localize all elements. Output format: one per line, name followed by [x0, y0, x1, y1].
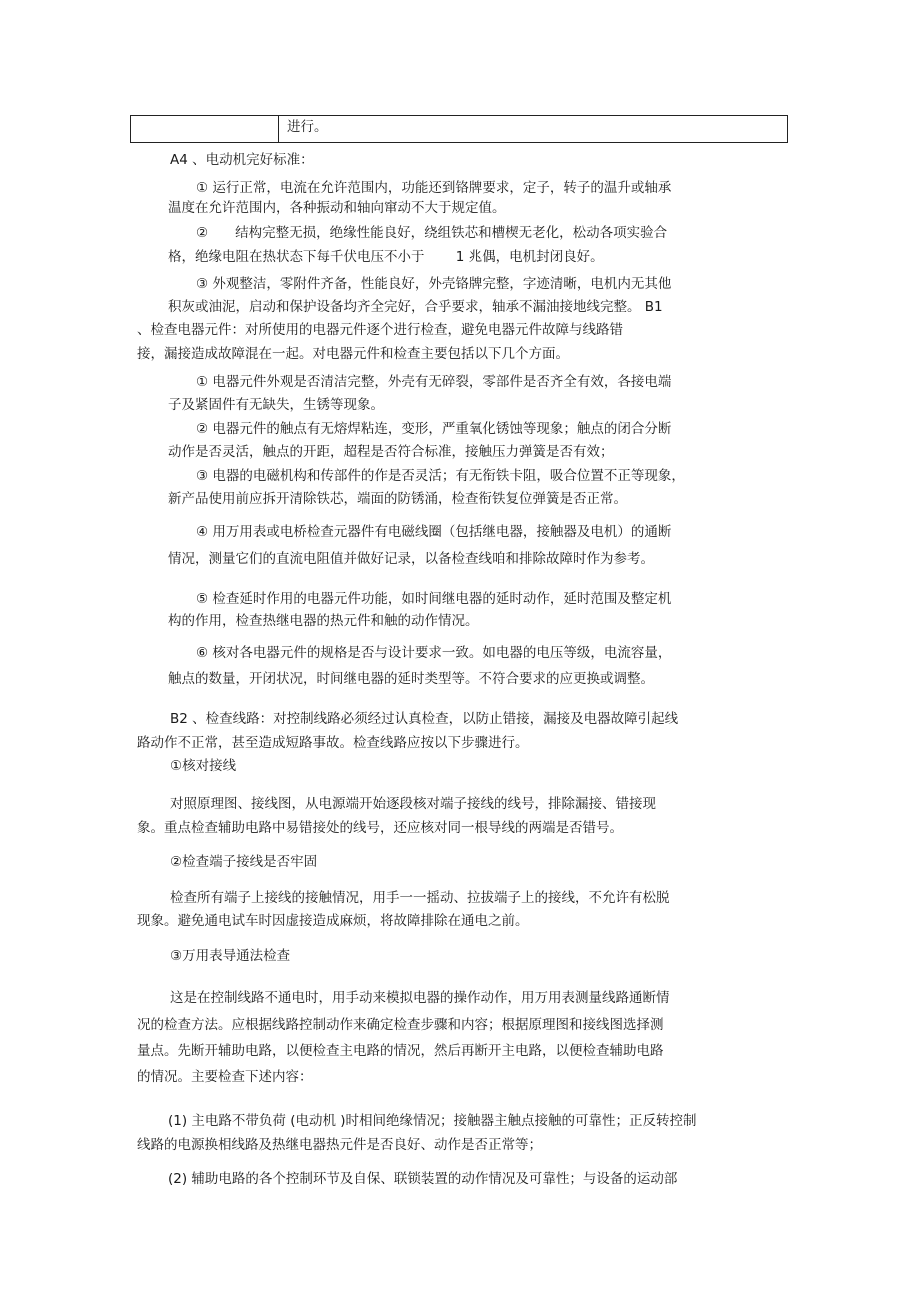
paragraph-line: ② 结构完整无损，绝缘性能良好，绕组铁芯和槽楔无老化，松动各项实验合 [196, 225, 668, 241]
paragraph-line: 接，漏接造成故障混在一起。对电器元件和检查主要包括以下几个方面。 [137, 346, 569, 362]
paragraph-line: 子及紧固件有无缺失，生锈等现象。 [168, 397, 384, 413]
paragraph-line: 对照原理图、接线图，从电源端开始逐段核对端子接线的线号，排除漏接、错接现 [170, 796, 656, 812]
table-cell-text: 进行。 [287, 119, 328, 135]
paragraph-line: ① 运行正常，电流在允许范围内，功能还到铬牌要求，定子，转子的温升或轴承 [196, 180, 672, 196]
paragraph-line: ⑥ 核对各电器元件的规格是否与设计要求一致。如电器的电压等级，电流容量， [196, 645, 672, 661]
paragraph-line: 触点的数量，开闭状况，时间继电器的延时类型等。不符合要求的应更换或调整。 [168, 671, 654, 687]
paragraph-line: ② 电器元件的触点有无熔焊粘连，变形，严重氧化锈蚀等现象；触点的闭合分断 [196, 421, 672, 437]
paragraph-line: ① 电器元件外观是否清洁完整，外壳有无碎裂，零部件是否齐全有效，各接电端 [196, 374, 672, 390]
paragraph-line: 温度在允许范围内，各种振动和轴向窜动不大于规定值。 [168, 200, 506, 216]
paragraph-line: 路动作不正常，甚至造成短路事故。检查线路应按以下步骤进行。 [137, 735, 529, 751]
heading-b1: 、检查电器元件：对所使用的电器元件逐个进行检查，避免电器元件故障与线路错 [137, 322, 623, 338]
list-item: (2) 辅助电路的各个控制环节及自保、联锁装置的动作情况及可靠性；与设备的运动部 [168, 1171, 678, 1187]
paragraph-line: 积灰或油泥，启动和保护设备均齐全完好，合乎要求，轴承不漏油接地线完整。 B1 [168, 299, 663, 315]
paragraph-line: 构的作用，检查热继电器的热元件和触的动作情况。 [168, 613, 479, 629]
table-row-fragment [130, 115, 788, 143]
paragraph-line: ⑤ 检查延时作用的电器元件功能，如时间继电器的延时动作，延时范围及整定机 [196, 591, 672, 607]
paragraph-line: 动作是否灵活，触点的开距，超程是否符合标准，接触压力弹簧是否有效； [168, 444, 614, 460]
paragraph-line: 现象。避免通电试车时因虚接造成麻烦，将故障排除在通电之前。 [137, 913, 529, 929]
subheading: ③万用表导通法检查 [170, 948, 291, 964]
paragraph-line: 量点。先断开辅助电路，以便检查主电路的情况，然后再断开主电路，以便检查辅助电路 [137, 1043, 664, 1059]
paragraph-line: ③ 电器的电磁机构和传部件的作是否灵活；有无衔铁卡阻，吸合位置不正等现象， [196, 468, 685, 484]
list-item: (1) 主电路不带负荷 (电动机 )时相间绝缘情况；接触器主触点接触的可靠性；正反转控制 [168, 1113, 697, 1129]
paragraph-line: 格，绝缘电阻在热状态下每千伏电压不小于 1 兆偶，电机封闭良好。 [168, 249, 604, 265]
paragraph-line: 的情况。主要检查下述内容： [137, 1069, 313, 1085]
paragraph-line: 象。重点检查辅助电路中易错接处的线号，还应核对同一根导线的两端是否错号。 [137, 820, 623, 836]
paragraph-line: ④ 用万用表或电桥检查元器件有电磁线圈（包括继电器，接触器及电机）的通断 [196, 524, 672, 540]
paragraph-line: 线路的电源换相线路及热继电器热元件是否良好、动作是否正常等； [137, 1137, 542, 1153]
heading-a4: A4 、电动机完好标准： [170, 152, 314, 168]
paragraph-line: 情况，测量它们的直流电阻值并做好记录，以备检查线咱和排除故障时作为参考。 [168, 551, 654, 567]
heading-b2: B2 、检查线路：对控制线路必须经过认真检查，以防止错接，漏接及电器故障引起线 [170, 711, 679, 727]
paragraph-line: ③ 外观整洁，零附件齐备，性能良好，外壳铬牌完整，字迹清晰，电机内无其他 [196, 276, 672, 292]
paragraph-line: 检查所有端子上接线的接触情况，用手一一摇动、拉拔端子上的接线，不允许有松脱 [170, 890, 670, 906]
paragraph-line: 新产品使用前应拆开清除铁芯，端面的防锈涌，检查衔铁复位弹簧是否正常。 [168, 491, 627, 507]
paragraph-line: 这是在控制线路不通电时，用手动来模拟电器的操作动作，用万用表测量线路通断情 [170, 990, 670, 1006]
paragraph-line: 况的检查方法。应根据线路控制动作来确定检查步骤和内容；根据原理图和接线图选择测 [137, 1017, 664, 1033]
subheading: ②检查端子接线是否牢固 [170, 854, 318, 870]
subheading: ①核对接线 [170, 758, 237, 774]
table-cell-divider [278, 116, 279, 142]
